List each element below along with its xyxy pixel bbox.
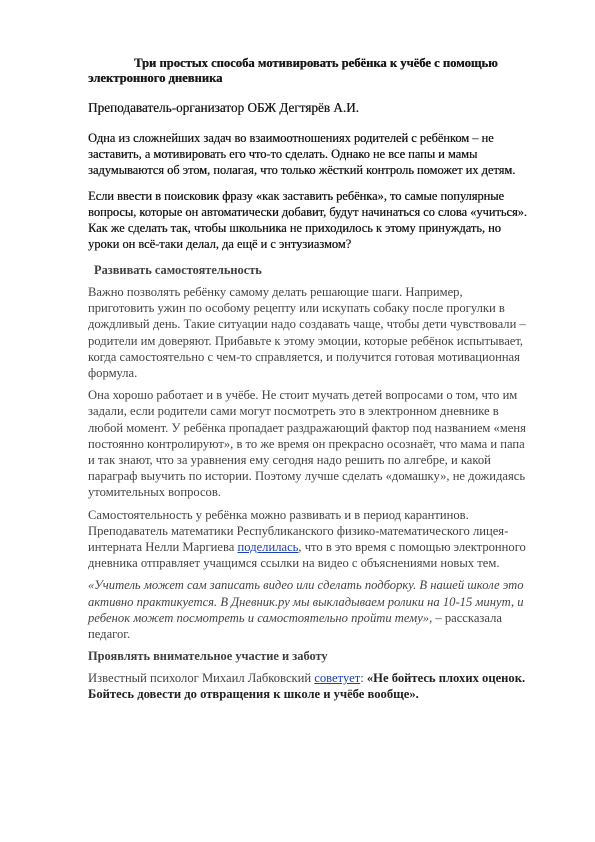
section-heading-independence: Развивать самостоятельность <box>94 263 262 277</box>
lead-paragraph-2: Если ввести в поисковик фразу «как заставить ребёнка», то самые популярные вопросы, которые он автоматически добавит, будут начинаться со слова «учиться». Как же сделать так, чтобы школьника не приходилось к этому принуждать, но уроки он всё-таки делал, да ещё и с энтузиазмом? <box>88 189 527 251</box>
shared-link[interactable]: поделилась <box>237 540 299 555</box>
teacher-quote <box>88 577 528 642</box>
author-line: Преподаватель-организатор ОБЖ Дегтярёв А.И. <box>88 100 359 115</box>
paragraph-independence-2: Она хорошо работает и в учёбе. Не стоит мучать детей вопросами о том, что им задали, если родители сами могут посмотреть это в электронном дневнике в любой момент. У ребёнка пропадает раздражающий фактор под названием «меня постоянно контролируют», в то же время он прекрасно осознаёт, что мама и папа и так знают, что за уравнения ему сегодня надо решить по алгебре, и какой параграф выучить по истории. Поэтому лучше сделать «домашку», не дожидаясь утомительных вопросов. <box>88 388 526 500</box>
section-heading-care: Проявлять внимательное участие и заботу <box>88 649 328 664</box>
paragraph-independence-3 <box>88 507 528 572</box>
advises-link[interactable]: советует <box>314 671 361 686</box>
bold-quote: «Не бойтесь плохих оценок. Бойтесь довести до отвращения к школе и учёбе вообще». <box>88 671 526 702</box>
paragraph-text: Известный психолог Михаил Лабковский <box>88 671 315 686</box>
paragraph-text: : <box>360 671 367 686</box>
paragraph-independence-1: Важно позволять ребёнку самому делать решающие шаги. Например, приготовить ужин по особому рецепту или искупать собаку после прогулки в дождливый день. Такие ситуации надо создавать чаще, чтобы дети чувствовали – родители им доверяют. Прибавьте к этому эмоции, которые ребёнок испытывает, когда самостоятельно с чем-то справляется, и получится готовая мотивационная формула. <box>88 285 526 381</box>
paragraph-text: , что в это время с помощью электронного дневника отправляет учащимся ссылки на видео с объяснениями новых тем. <box>88 540 526 571</box>
paragraph-care-1 <box>88 670 528 702</box>
quote-attribution: , – рассказала педагог. <box>88 610 502 642</box>
quote-text: «Учитель может сам записать видео или сделать подборку. В нашей школе это активно практикуется. В Дневник.ру мы выкладываем ролики на 10-15 минут, и ребенок может посмотреть и самостоятельно пройти тему» <box>88 578 524 625</box>
paragraph-text: Самостоятельность у ребёнка можно развивать и в период карантинов. Преподаватель математики Республиканского физико-математического лицея-интерната Нелли Маргиева <box>88 507 509 555</box>
document-content <box>88 56 528 709</box>
document-title: Три простых способа мотивировать ребёнка к учёбе с помощью электронного дневника <box>88 56 498 85</box>
lead-paragraph-1: Одна из сложнейших задач во взаимоотношениях родителей с ребёнком – не заставить, а мотивировать его что-то сделать. Однако не все папы и мамы задумываются об этом, полагая, что только жёсткий контроль поможет их детям. <box>88 131 516 177</box>
